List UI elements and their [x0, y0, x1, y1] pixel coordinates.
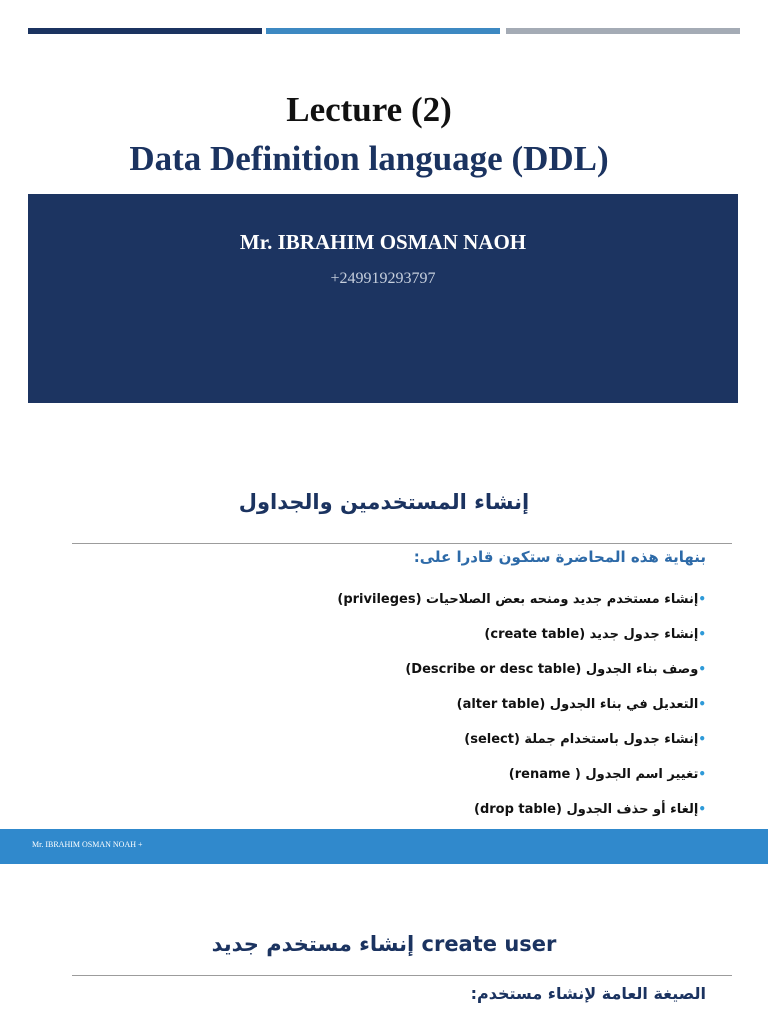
accent-bar-navy [28, 28, 262, 34]
lecture-subtitle: Data Definition language (DDL) [129, 139, 609, 178]
heading-divider [72, 975, 732, 976]
list-item: •التعديل في بناء الجدول (alter table) [456, 697, 706, 712]
heading-divider [72, 543, 732, 544]
bullet-icon: • [698, 767, 706, 781]
section-heading-users-tables: إنشاء المستخدمين والجداول [238, 490, 530, 514]
bullet-icon: • [698, 592, 706, 606]
accent-bar-blue [266, 28, 500, 34]
list-item: •تغيير اسم الجدول ( rename) [508, 767, 706, 782]
section-heading-create-user: إنشاء مستخدم جديد create user [211, 932, 557, 956]
accent-bar-gray [506, 28, 740, 34]
slide-footer [0, 829, 768, 864]
footer-author: Mr. IBRAHIM OSMAN NOAH + [32, 840, 143, 849]
objectives-heading: بنهاية هذه المحاضرة ستكون قادرا على: [413, 548, 706, 566]
lecture-title: Lecture (2) [286, 90, 452, 129]
objectives-list [146, 586, 706, 831]
list-item: •إنشاء جدول جديد (create table) [484, 627, 706, 642]
syntax-heading: الصيغة العامة لإنشاء مستخدم: [470, 984, 706, 1003]
author-name: Mr. IBRAHIM OSMAN NAOH [239, 230, 527, 254]
list-item: •إنشاء جدول باستخدام جملة (select) [464, 732, 706, 747]
bullet-icon: • [698, 627, 706, 641]
list-item: •وصف بناء الجدول (Describe or desc table) [405, 662, 706, 677]
author-banner [28, 194, 738, 403]
list-item: •إلغاء أو حذف الجدول (drop table) [473, 802, 706, 817]
bullet-icon: • [698, 732, 706, 746]
bullet-icon: • [698, 802, 706, 816]
list-item: •إنشاء مستخدم جديد ومنحه بعض الصلاحيات (privileges) [337, 592, 706, 607]
author-phone: +249919293797 [330, 270, 436, 287]
bullet-icon: • [698, 697, 706, 711]
bullet-icon: • [698, 662, 706, 676]
